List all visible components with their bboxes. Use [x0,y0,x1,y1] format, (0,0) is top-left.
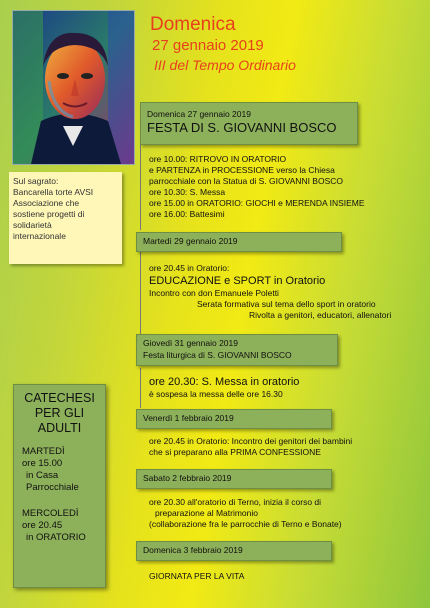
tuesday-date: Martedì 29 gennaio 2019 [143,236,238,246]
note-line: Bancarella torte AVSI [13,187,94,197]
saint-portrait-image [12,10,135,165]
friday-program [149,436,352,458]
note-line: Associazione che [13,198,80,208]
note-line: internazionale [13,231,66,241]
header-date: 27 gennaio 2019 [152,37,264,54]
program-line: GIORNATA PER LA VITA [149,571,245,581]
sunday2-bar [136,541,332,561]
catechesi-line: in Casa [26,470,59,481]
divider-line [140,243,141,335]
catechesi-box [13,384,106,588]
catechesi-tuesday [22,446,97,494]
catechesi-wednesday [22,508,97,544]
sunday-date: Domenica 27 gennaio 2019 [147,109,251,119]
program-line: ore 20.45 in Oratorio: [149,263,230,273]
catechesi-title-line: PER GLI [34,406,85,420]
catechesi-line: in ORATORIO [26,532,86,543]
catechesi-title-line: CATECHESI [24,391,95,405]
sunday-program [149,154,365,220]
catechesi-line: MARTEDÌ [22,446,65,457]
program-line: Serata formativa sul tema dello sport in oratorio [197,299,376,309]
program-line: ore 20.30 all'oratorio di Terno, inizia il corso di [149,497,322,507]
thursday-date: Giovedì 31 gennaio 2019 [143,338,238,348]
thursday-subtitle: Festa liturgica di S. GIOVANNI BOSCO [143,350,292,360]
catechesi-line: ore 15.00 [22,458,63,469]
note-line: Sul sagrato: [13,176,59,186]
program-line: preparazione al Matrimonio [155,508,258,518]
saturday-date: Sabato 2 febbraio 2019 [143,473,232,483]
sunday2-program [149,571,244,582]
sunday-header-bar [140,102,358,145]
saturday-bar [136,469,332,489]
sunday-title: FESTA DI S. GIOVANNI BOSCO [147,120,337,135]
catechesi-line: Parrocchiale [26,482,79,493]
divider-line [140,368,141,408]
avsi-note [9,172,122,264]
friday-bar [136,409,332,429]
sunday2-date: Domenica 3 febbraio 2019 [143,545,243,555]
program-line: e PARTENZA in PROCESSIONE verso la Chiesa [149,165,335,175]
program-line: è sospesa la messa delle ore 16.30 [149,389,283,399]
program-line: ore 20.30: S. Messa in oratorio [149,376,300,388]
program-line: parrocchiale con la Statua di S. GIOVANNI BOSCO [149,176,344,186]
program-line: ore 20.45 in Oratorio: Incontro dei genitori dei bambini [149,436,353,446]
header-liturgy: III del Tempo Ordinario [154,57,296,73]
program-line: ore 10.30: S. Messa [149,187,226,197]
thursday-bar [136,334,338,366]
program-line: ore 10.00: RITROVO IN ORATORIO [149,154,287,164]
tuesday-program [149,263,391,321]
catechesi-title [22,391,97,436]
catechesi-line: ore 20.45 [22,520,63,531]
note-line: sostiene progetti di [13,209,85,219]
program-line: ore 15.00 in ORATORIO: GIOCHI e MERENDA INSIEME [149,198,365,208]
program-line: Rivolta a genitori, educatori, allenatori [249,310,392,320]
header [150,14,296,74]
header-day: Domenica [150,14,236,35]
catechesi-title-line: ADULTI [37,421,82,435]
program-line: che si preparano alla PRIMA CONFESSIONE [149,447,321,457]
tuesday-bar [136,232,342,252]
note-line: solidarietà [13,220,52,230]
program-line: (collaborazione fra le parrocchie di Terno e Bonate) [149,519,342,529]
program-line: EDUCAZIONE e SPORT in Oratorio [149,275,326,287]
catechesi-line: MERCOLEDÌ [22,508,79,519]
program-line: Incontro con don Emanuele Poletti [149,288,279,298]
thursday-program [149,375,299,400]
program-line: ore 16.00: Battesimi [149,209,225,219]
divider-line [140,145,141,230]
friday-date: Venerdì 1 febbraio 2019 [143,413,234,423]
saturday-program [149,497,342,530]
